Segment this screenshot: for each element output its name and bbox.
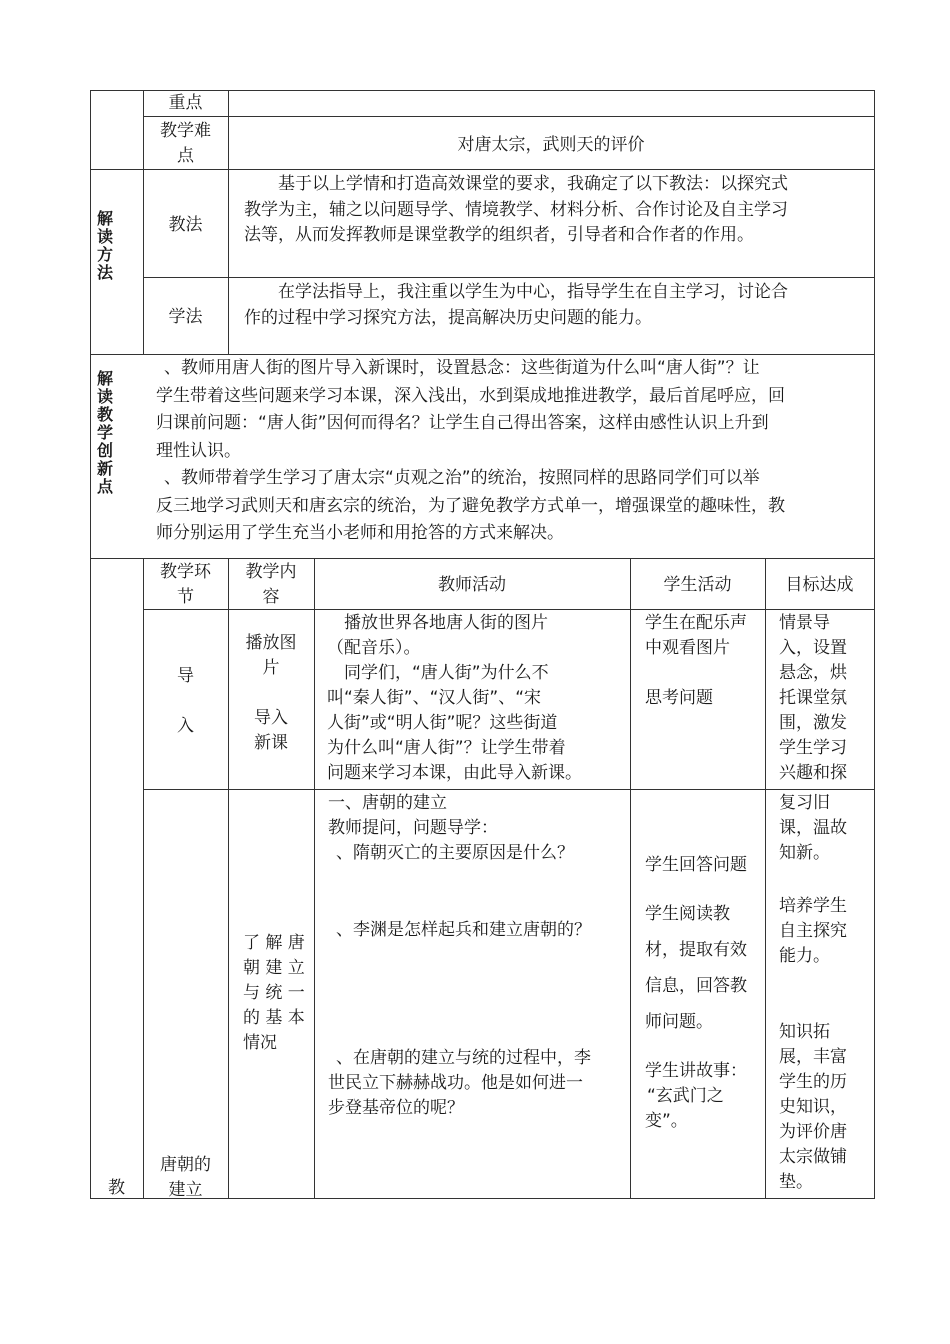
row2-goal-line: 知识拓 (779, 1022, 830, 1042)
row2-goal-line: 培养学生 (779, 896, 847, 916)
row1-content-line: 播放图 (245, 633, 297, 653)
row1-stage-a: 导 (177, 666, 194, 686)
row2-student-line: 师问题。 (645, 1012, 713, 1032)
row1-teacher-line: 为什么叫“唐人街”？让学生带着 (327, 738, 566, 758)
rule-left (90, 90, 91, 1199)
header-content (228, 560, 314, 610)
row1-goal-line: 入，设置 (779, 638, 847, 658)
row1-goal-line: 兴趣和探 (779, 763, 847, 783)
row1-student-line: 中观看图片 (645, 638, 730, 658)
innovation-section-label: 解 读 教 学 创 新 点 (96, 369, 113, 496)
row2-student-line: 学生讲故事： (645, 1061, 747, 1081)
row1-stage-b: 入 (177, 716, 194, 736)
row2-student-c (645, 1059, 747, 1134)
row2-student-line: “玄武门之 (647, 1086, 724, 1106)
row2-goal-b (779, 894, 847, 969)
methods-section-label: 解 读 方 法 (96, 209, 113, 282)
row1-student-line: 思考问题 (645, 688, 713, 708)
row2-content-line: 的 基 本 (243, 1008, 305, 1028)
jiaofa-line: 基于以上学情和打造高效课堂的要求，我确定了以下教法：以探究式 (244, 174, 788, 194)
row1-teacher-line: 问题来学习本课，由此导入新课。 (327, 763, 582, 783)
row2-student-line: 材，提取有效 (645, 940, 747, 960)
row2-content-line: 情况 (243, 1033, 277, 1053)
header-stage (143, 560, 228, 610)
innovation-line: 理性认识。 (156, 440, 241, 461)
row2-teacher-line: 一、唐朝的建立 (328, 793, 447, 813)
row2-goal-line: 太宗做铺 (779, 1147, 847, 1167)
jiaofa-text (244, 172, 788, 249)
row2-content-line: 朝 建 立 (243, 958, 305, 978)
row2-student-b (645, 896, 747, 1040)
rule-after-nandian (90, 169, 875, 170)
row1-student-line: 学生在配乐声 (645, 613, 747, 633)
row2-goal-line: 垫。 (779, 1172, 813, 1192)
row1-content (228, 631, 314, 756)
row2-student-a: 学生回答问题 (645, 855, 747, 875)
row1-goal-line: 托课堂氛 (779, 688, 847, 708)
jiaofa-line: 法等，从而发挥教师是课堂教学的组织者，引导者和合作者的作用。 (244, 225, 754, 245)
row2-stage (143, 1153, 228, 1203)
nandian-label (143, 119, 228, 169)
row1-goal-line: 学生学习 (779, 738, 847, 758)
row2-student-line: 信息，回答教 (645, 976, 747, 996)
row2-goal-line: 能力。 (779, 946, 830, 966)
innovation-line: 师分别运用了学生充当小老师和用抢答的方式来解决。 (156, 523, 564, 543)
innovation-line: 、教师用唐人街的图片导入新课时，设置悬念：这些街道为什么叫“唐人街”？让 (164, 358, 760, 378)
row1-student (645, 611, 747, 711)
header-content-line: 容 (262, 587, 280, 607)
xuefa-label: 学法 (168, 307, 203, 327)
header-content-line: 教学内 (245, 562, 297, 582)
row2-student-line: 变”。 (645, 1111, 688, 1131)
row2-teacher-c (328, 1046, 591, 1121)
row2-goal-line: 为评价唐 (779, 1122, 847, 1142)
row1-goal-line: 情景导 (779, 613, 830, 633)
jiaofa-line: 教学为主，辅之以问题导学、情境教学、材料分析、合作讨论及自主学习 (244, 199, 788, 220)
rule-col-c (314, 558, 315, 1199)
innovation-text (156, 355, 785, 548)
row2-teacher-a (328, 791, 574, 866)
rule-col-a2 (143, 558, 144, 1199)
row2-goal-line: 自主探究 (779, 921, 847, 941)
rule-col-b (228, 90, 229, 355)
row2-goal-line: 复习旧 (779, 793, 830, 813)
row2-goal-line: 史知识， (779, 1097, 847, 1117)
xuefa-line: 作的过程中学习探究方法，提高解决历史问题的能力。 (244, 307, 652, 328)
row2-teacher-line: 、在唐朝的建立与统的过程中，李 (336, 1048, 591, 1068)
innovation-line: 反三地学习武则天和唐玄宗的统治，为了避免教学方式单一，增强课堂的趣味性，教 (156, 495, 785, 516)
rule-after-jiaofa (143, 277, 875, 278)
header-stage-line: 节 (177, 587, 194, 607)
row2-goal-line: 学生的历 (779, 1072, 847, 1092)
row1-content-line: 片 (262, 658, 280, 678)
innovation-line: 归课前问题：“唐人街”因何而得名？让学生自己得出答案，这样由感性认识上升到 (156, 413, 769, 433)
row1-teacher-line: （配音乐）。 (327, 638, 421, 658)
header-student: 学生活动 (663, 575, 732, 595)
row2-goal-line: 展，丰富 (779, 1047, 847, 1067)
process-section-label: 教 (108, 1178, 125, 1198)
header-teacher: 教师活动 (438, 575, 506, 595)
row1-content-line: 导入 (254, 708, 288, 728)
row2-content (243, 931, 305, 1056)
rule-col-e (765, 558, 766, 1199)
rule-after-zhongdian (143, 116, 875, 117)
innovation-line: 学生带着这些问题来学习本课，深入浅出，水到渠成地推进教学，最后首尾呼应，回 (156, 385, 785, 406)
row1-teacher-line: 叫“秦人街”、“汉人街”、“宋 (327, 688, 542, 708)
row1-goal-line: 围，激发 (779, 713, 847, 733)
row1-teacher-line: 播放世界各地唐人街的图片 (327, 613, 548, 633)
nandian-label-line: 点 (177, 146, 194, 166)
header-goal: 目标达成 (785, 575, 854, 595)
row2-content-line: 了 解 唐 (243, 933, 305, 953)
row1-student-line (645, 661, 747, 686)
row1-content-line: 新课 (254, 733, 288, 753)
row2-stage-line: 建立 (168, 1180, 203, 1200)
rule-right (874, 90, 875, 1199)
row2-teacher-b: 、李渊是怎样起兵和建立唐朝的？ (336, 920, 591, 940)
nandian-value: 对唐太宗，武则天的评价 (457, 135, 645, 155)
row2-goal-line: 知新。 (779, 843, 830, 863)
row1-goal-line: 悬念，烘 (779, 663, 847, 683)
row2-teacher-line: 步登基帝位的呢？ (328, 1098, 464, 1118)
zhongdian-label: 重点 (168, 93, 203, 113)
xuefa-text (244, 280, 788, 331)
row1-goal (779, 611, 847, 786)
rule-col-d (630, 558, 631, 1199)
row2-content-line: 与 统 一 (243, 983, 305, 1003)
row1-teacher-line: 同学们，“唐人街”为什么不 (327, 663, 549, 683)
nandian-label-line: 教学难 (160, 121, 211, 141)
row2-goal-c (779, 1020, 847, 1195)
row2-goal-a (779, 791, 847, 866)
jiaofa-label: 教法 (168, 215, 203, 235)
row1-teacher (327, 611, 582, 786)
row2-teacher-line: 世民立下赫赫战功。他是如何进一 (328, 1073, 583, 1093)
row1-content-line (228, 681, 314, 706)
innovation-line: 、教师带着学生学习了唐太宗“贞观之治”的统治，按照同样的思路同学们可以举 (164, 468, 760, 488)
xuefa-line: 在学法指导上，我注重以学生为中心，指导学生在自主学习，讨论合 (244, 282, 788, 302)
header-stage-line: 教学环 (160, 562, 211, 582)
row2-goal-line: 课，温故 (779, 818, 847, 838)
row2-teacher-line: 、隋朝灭亡的主要原因是什么？ (336, 843, 574, 863)
row2-student-line: 学生阅读教 (645, 904, 730, 924)
row1-teacher-line: 人街”或“明人街”呢？这些街道 (327, 713, 558, 733)
row2-teacher-line: 教师提问，问题导学： (328, 818, 498, 838)
row2-stage-line: 唐朝的 (160, 1155, 211, 1175)
rule-after-innovation (90, 558, 875, 559)
